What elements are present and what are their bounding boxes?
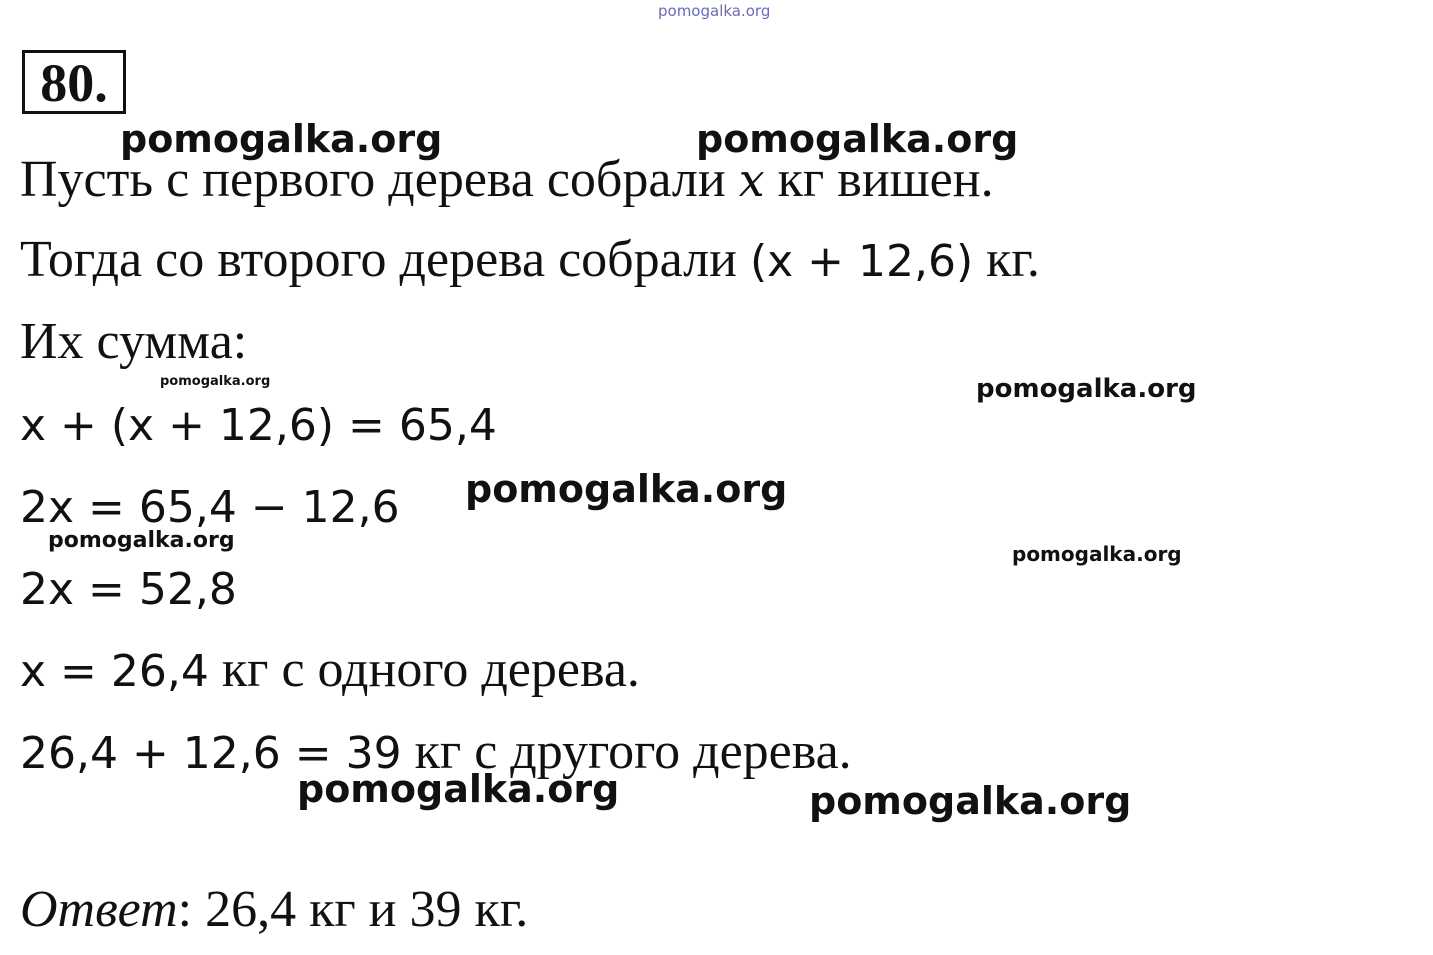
equation-1: x + (x + 12,6) = 65,4: [20, 400, 497, 451]
watermark: pomogalka.org: [465, 467, 788, 511]
equation-3: 2x = 52,8: [20, 564, 237, 615]
solution-line-1: Пусть с первого дерева собрали x кг вишен.: [20, 151, 994, 208]
answer-value: : 26,4 кг и 39 кг.: [177, 881, 529, 938]
solution-line-2: Тогда со второго дерева собрали (x + 12,6) кг.: [20, 231, 1040, 288]
watermark: pomogalka.org: [160, 374, 271, 389]
equation-4: x = 26,4 кг с одного дерева.: [20, 641, 640, 698]
answer-line: [20, 880, 528, 940]
watermark: pomogalka.org: [976, 374, 1197, 404]
answer-label: Ответ: [20, 881, 178, 938]
equation-2: 2x = 65,4 − 12,6: [20, 482, 400, 533]
watermark: pomogalka.org: [120, 117, 443, 161]
watermark: pomogalka.org: [48, 528, 235, 553]
watermark: pomogalka.org: [696, 117, 1019, 161]
watermark: pomogalka.org: [297, 767, 620, 811]
solution-line-3: Их сумма:: [20, 313, 248, 370]
watermark-top: pomogalka.org: [658, 2, 771, 20]
watermark: pomogalka.org: [809, 779, 1132, 823]
equation-5: 26,4 + 12,6 = 39 кг с другого дерева.: [20, 723, 852, 780]
watermark: pomogalka.org: [1012, 542, 1182, 566]
problem-number: 80.: [22, 50, 126, 114]
